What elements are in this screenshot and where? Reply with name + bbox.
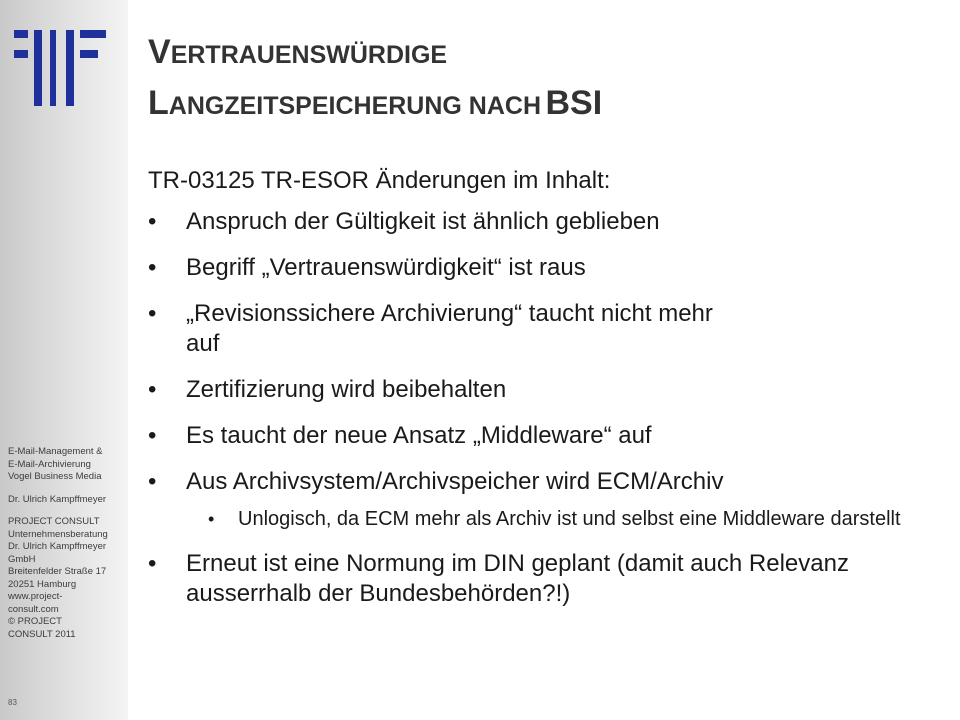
bullet-item	[148, 467, 948, 497]
sidebar-line: E-Mail-Archivierung	[8, 458, 91, 470]
bullet-item	[148, 421, 948, 451]
bullet-icon: •	[148, 422, 157, 449]
sub-bullet-text: Unlogisch, da ECM mehr als Archiv ist und selbst eine Middleware darstellt	[238, 508, 901, 530]
sidebar-line: PROJECT CONSULT	[8, 516, 100, 527]
sub-bullet-item	[148, 507, 938, 531]
bullet-text: Erneut ist eine Normung im DIN geplant (damit auch Relevanz ausserrhalb der Bundesbehörden?!)	[186, 550, 849, 607]
bullet-item	[148, 299, 746, 359]
sidebar-line: GmbH	[8, 553, 36, 565]
sidebar-line: 20251 Hamburg	[8, 578, 77, 590]
sidebar-line: Vogel Business Media	[8, 471, 102, 482]
slide-content	[148, 167, 948, 625]
sidebar-line: Unternehmensberatung	[8, 528, 108, 540]
sidebar	[0, 0, 128, 720]
bullet-text: Anspruch der Gültigkeit ist ähnlich geblieben	[186, 208, 660, 235]
sidebar-info	[8, 446, 126, 641]
bullet-icon: •	[148, 550, 157, 577]
title-cap: L	[148, 84, 169, 122]
intro-text: TR-03125 TR-ESOR Änderungen im Inhalt:	[148, 167, 611, 194]
bullet-item	[148, 375, 948, 405]
bullet-icon: •	[148, 254, 157, 281]
logo-icon	[14, 26, 110, 110]
title-rest: ERTRAUENSWÜRDIGE	[170, 41, 448, 69]
bullet-text: Zertifizierung wird beibehalten	[186, 376, 507, 403]
sidebar-line: CONSULT 2011	[8, 628, 76, 640]
title-rest: ANGZEITSPEICHERUNG NACH	[168, 92, 542, 120]
sidebar-line: © PROJECT	[8, 616, 62, 627]
sidebar-line: Dr. Ulrich Kampffmeyer	[8, 541, 107, 552]
slide-number: 83	[8, 698, 17, 707]
bullet-icon: •	[148, 376, 157, 403]
bullet-item	[148, 253, 948, 283]
bullet-item	[148, 549, 956, 609]
bullet-icon: •	[148, 468, 157, 495]
bullet-icon: •	[148, 208, 157, 235]
bullet-item	[148, 207, 948, 237]
bullet-text: „Revisionssichere Archivierung“ taucht nicht mehr auf	[186, 300, 713, 357]
sidebar-line: E-Mail-Management &	[8, 446, 103, 457]
sidebar-line: Breitenfelder Straße 17	[8, 566, 107, 577]
sidebar-line: www.project-	[8, 591, 63, 602]
page-title	[148, 30, 948, 132]
bullet-icon: •	[148, 300, 157, 327]
sidebar-author: Dr. Ulrich Kampffmeyer	[8, 493, 107, 505]
sidebar-line: consult.com	[8, 603, 59, 615]
bullet-text: Begriff „Vertrauenswürdigkeit“ ist raus	[186, 254, 586, 281]
title-cap: V	[148, 33, 171, 71]
bullet-icon: •	[208, 509, 215, 529]
title-end: BSI	[545, 84, 603, 122]
bullet-text: Es taucht der neue Ansatz „Middleware“ auf	[186, 422, 652, 449]
bullet-text: Aus Archivsystem/Archivspeicher wird ECM/Archiv	[186, 468, 724, 495]
